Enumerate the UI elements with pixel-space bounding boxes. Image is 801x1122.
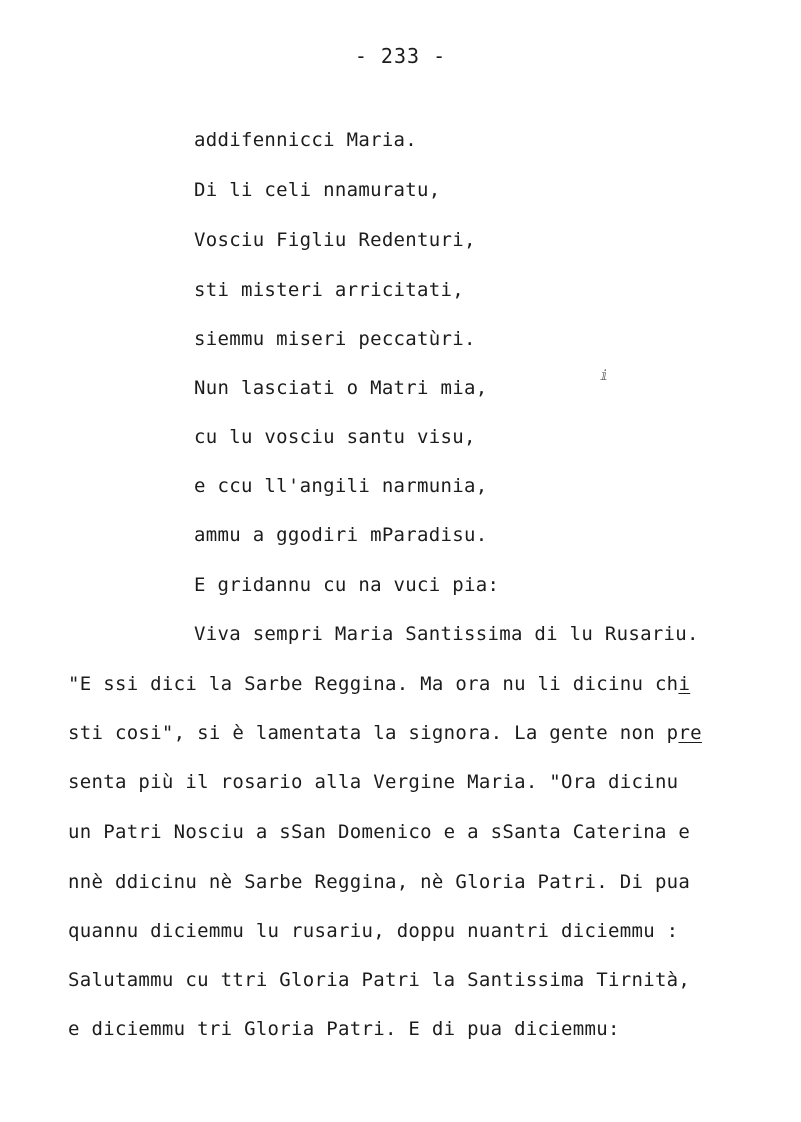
verse-line: Nun lasciati o Matri mia, [194,377,488,399]
prose-line: e diciemmu tri Gloria Patri. E di pua diciemmu: [68,1018,620,1040]
prose-underlined-text: re [678,722,702,744]
verse-line: E gridannu cu na vuci pia: [194,574,500,596]
page-number: - 233 - [354,44,447,68]
prose-line [68,672,690,696]
prose-line: nnè ddicinu nè Sarbe Reggina, nè Gloria Patri. Di pua [68,871,691,893]
prose-text: "E ssi dici la Sarbe Reggina. Ma ora nu li dicinu ch [68,673,679,695]
verse-line: ammu a ggodiri mParadisu. [194,524,488,546]
prose-line: Salutammu cu ttri Gloria Patri la Santissima Tirnità, [68,969,691,991]
verse-line: siemmu miseri peccatùri. [194,328,476,350]
verse-line: sti misteri arricitati, [194,279,464,301]
prose-line: senta più il rosario alla Vergine Maria. "Ora dicinu [68,771,679,793]
verse-line: addifennicci Maria. [194,129,418,151]
prose-line: quannu diciemmu lu rusariu, doppu nuantri diciemmu : [68,920,679,942]
verse-line: e ccu ll'angili narmunia, [194,475,488,497]
prose-text: sti cosi", si è lamentata la signora. La gente non p [68,722,679,744]
prose-underlined-text: i [678,673,691,695]
stray-mark: ⅈ [600,368,609,384]
verse-line: Vosciu Figliu Redenturi, [194,229,476,251]
prose-line: un Patri Nosciu a sSan Domenico e a sSanta Caterina e [68,821,691,843]
verse-line: cu lu vosciu santu visu, [194,426,476,448]
prose-line [68,721,702,745]
verse-line: Di li celi nnamuratu, [194,179,441,201]
verse-line: Viva sempri Maria Santissima di lu Rusariu. [194,623,699,645]
